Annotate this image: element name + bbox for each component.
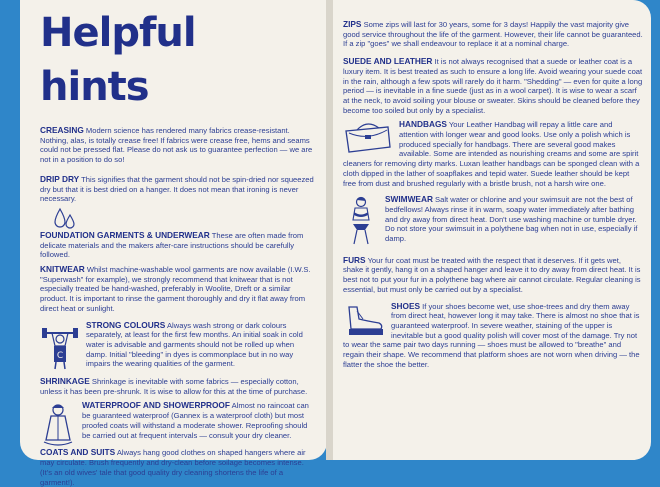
hint-body: Almost no raincoat can be guaranteed waterproof (Gannex is a waterproof cloth) but most proofed coats will withstand a moderate shower. Reproofing should be carried out at frequent intervals — consult your dry cleaner. <box>82 401 309 440</box>
hint-heading: KNITWEAR <box>40 264 85 275</box>
hint-heading: COATS AND SUITS <box>40 447 116 458</box>
hint-heading: WATERPROOF AND SHOWERPROOF <box>82 400 230 411</box>
hint-body: Your fur coat must be treated with the respect that it deserves. If it gets wet, shake it gently, hang it on a shaped hanger and leave it to dry away from direct heat. It is best not to put your fur in a polythene bag where air cannot circulate. Regular cleaning is essential, but must only be carried out by a specialist. <box>343 255 641 294</box>
svg-text:C: C <box>56 350 64 361</box>
hint-body: These are often made from delicate materials and the makers after-care instructions should be carefully followed. <box>40 230 304 260</box>
hint-drip-dry <box>40 175 317 204</box>
hint-furs <box>343 256 643 295</box>
hint-body: Whilst machine-washable wool garments are now available (I.W.S. "Superwash" for example), we strongly recommend that knitwear that is not especially treated be hand-washed, preferably in Woolite, Dreft or a similar product. It is important to rinse the garment thoroughly and dry it flat away from direct heat or sunlight. <box>40 265 311 313</box>
hint-heading: SHOES <box>391 300 421 311</box>
hint-heading: DRIP DRY <box>40 173 80 184</box>
hint-heading: STRONG COLOURS <box>86 319 166 330</box>
hint-body: It is not always recognised that a suede or leather coat is a luxury item. It is best treated as such to ensure a long life. Avoid wearing your suede coat in the rain, although a few spots will rarely do it harm. "Shedding" — even for quite a long period — is inevitable in a fine suede (just as in a wool carpet). It is wise to wear a scarf at the neck, to avoid soiling your blouse or sweater. Skins should be cleaned before they become too soiled but only by a specialist. <box>343 57 643 115</box>
hint-body: Some zips will last for 30 years, some for 3 days! Happily the vast majority give good service throughout the life of the garment. However, their life cannot be guaranteed. If a zip "goes" we shall endeavour to replace it at a nominal charge. <box>343 20 643 49</box>
hint-body: This signifies that the garment should not be spin-dried nor squeezed dry but that it is best dried on a hanger. It does not mean that ironing is never necessary. <box>40 174 314 204</box>
handbag-icon <box>343 121 393 155</box>
hint-handbags <box>343 120 643 188</box>
hint-body: If your shoes become wet, use shoe-trees and dry them away from direct heat, however long it may take. There is almost no shoe that is guaranteed waterproof. In severe weather, staining of the upper is inevitable but a good quality polish will cover most of the damage. Try not to wear the same pair two days running — shoes must be allowed to "breathe" and regain their shape. We recommend that platform shoes are not worn when driving — the flatter the shoe the better. <box>343 301 640 369</box>
hint-body: Modern science has rendered many fabrics crease-resistant. Nothing, alas, is totally crease free! If fabrics were crease free, hems and seams could not be pressed flat. Please do not ask us to guarantee perfection — we are not in a position to do so! <box>40 126 313 165</box>
hint-suede <box>343 57 643 115</box>
hint-heading: HANDBAGS <box>399 119 447 130</box>
hint-heading: ZIPS <box>343 19 362 29</box>
hint-shoes <box>343 302 643 370</box>
hint-body: Always hang good clothes on shaped hangers where air may circulate. Brush frequently and dry-clean before soilage becomes intense. (It's an old wives' tale that good quality dry cleaning shortens the life of a garment!). <box>40 448 306 487</box>
hint-foundation <box>40 231 317 260</box>
hint-creasing <box>40 126 317 165</box>
hint-body: Always wash strong or dark colours separately, at least for the first few months. An initial soak in cold water is advisable and garments should not be rolled up when damp. Initial "bleeding" in dyes is commonplace but in no way impairs the wearing qualities of the garment. <box>86 320 303 369</box>
hint-heading: SUEDE AND LEATHER <box>343 56 433 67</box>
hint-swimwear <box>343 195 643 244</box>
page-title: Helpful hints <box>40 10 196 110</box>
hint-heading: SHRINKAGE <box>40 376 90 387</box>
hint-body: Your Leather Handbag will repay a little care and attention with longer wear and good looks. Use only a polish which is produced specially for handbags. There are several good makes available. Some are intended as nourishing creams and some are spirit cleaners for removing dirty marks. Luxan leather handbags can be sponged clean with a cloth dipped in the lather of soapflakes and tepid water. Suede leather should be kept free from dust and brushed regularly with a bristle brush, not a harsh wire one. <box>343 120 640 188</box>
hint-body: Salt water or chlorine and your swimsuit are not the best of bedfellows! Always rinse it in warm, soapy water immediately after bathing and dry away from direct heat. Don't use washing machine or tumble dryer. Do not store your swimsuit in a polythene bag when not in use, especially if damp. <box>385 195 638 244</box>
weightlifter-icon <box>40 322 80 370</box>
hint-heading: CREASING <box>40 125 84 135</box>
hint-heading: FURS <box>343 254 366 265</box>
right-page <box>333 0 651 460</box>
drops-icon <box>52 207 317 231</box>
hint-zips <box>343 20 643 49</box>
hint-heading: SWIMWEAR <box>385 194 433 205</box>
hint-strong-colours <box>40 321 317 370</box>
raincoat-figure-icon <box>40 402 76 448</box>
hint-coats <box>40 448 317 487</box>
hint-knitwear <box>40 265 317 314</box>
left-page <box>20 0 327 487</box>
hint-body: Shrinkage is inevitable with some fabrics — especially cotton, unless it has been pre-shrunk. It is wise to allow for this at the time of purchase. <box>40 377 308 396</box>
hint-heading: FOUNDATION GARMENTS & UNDERWEAR <box>40 229 210 240</box>
hint-waterproof <box>40 401 317 440</box>
hint-shrinkage <box>40 377 317 396</box>
platform-shoe-icon <box>343 303 385 339</box>
swimsuit-icon <box>343 196 379 246</box>
